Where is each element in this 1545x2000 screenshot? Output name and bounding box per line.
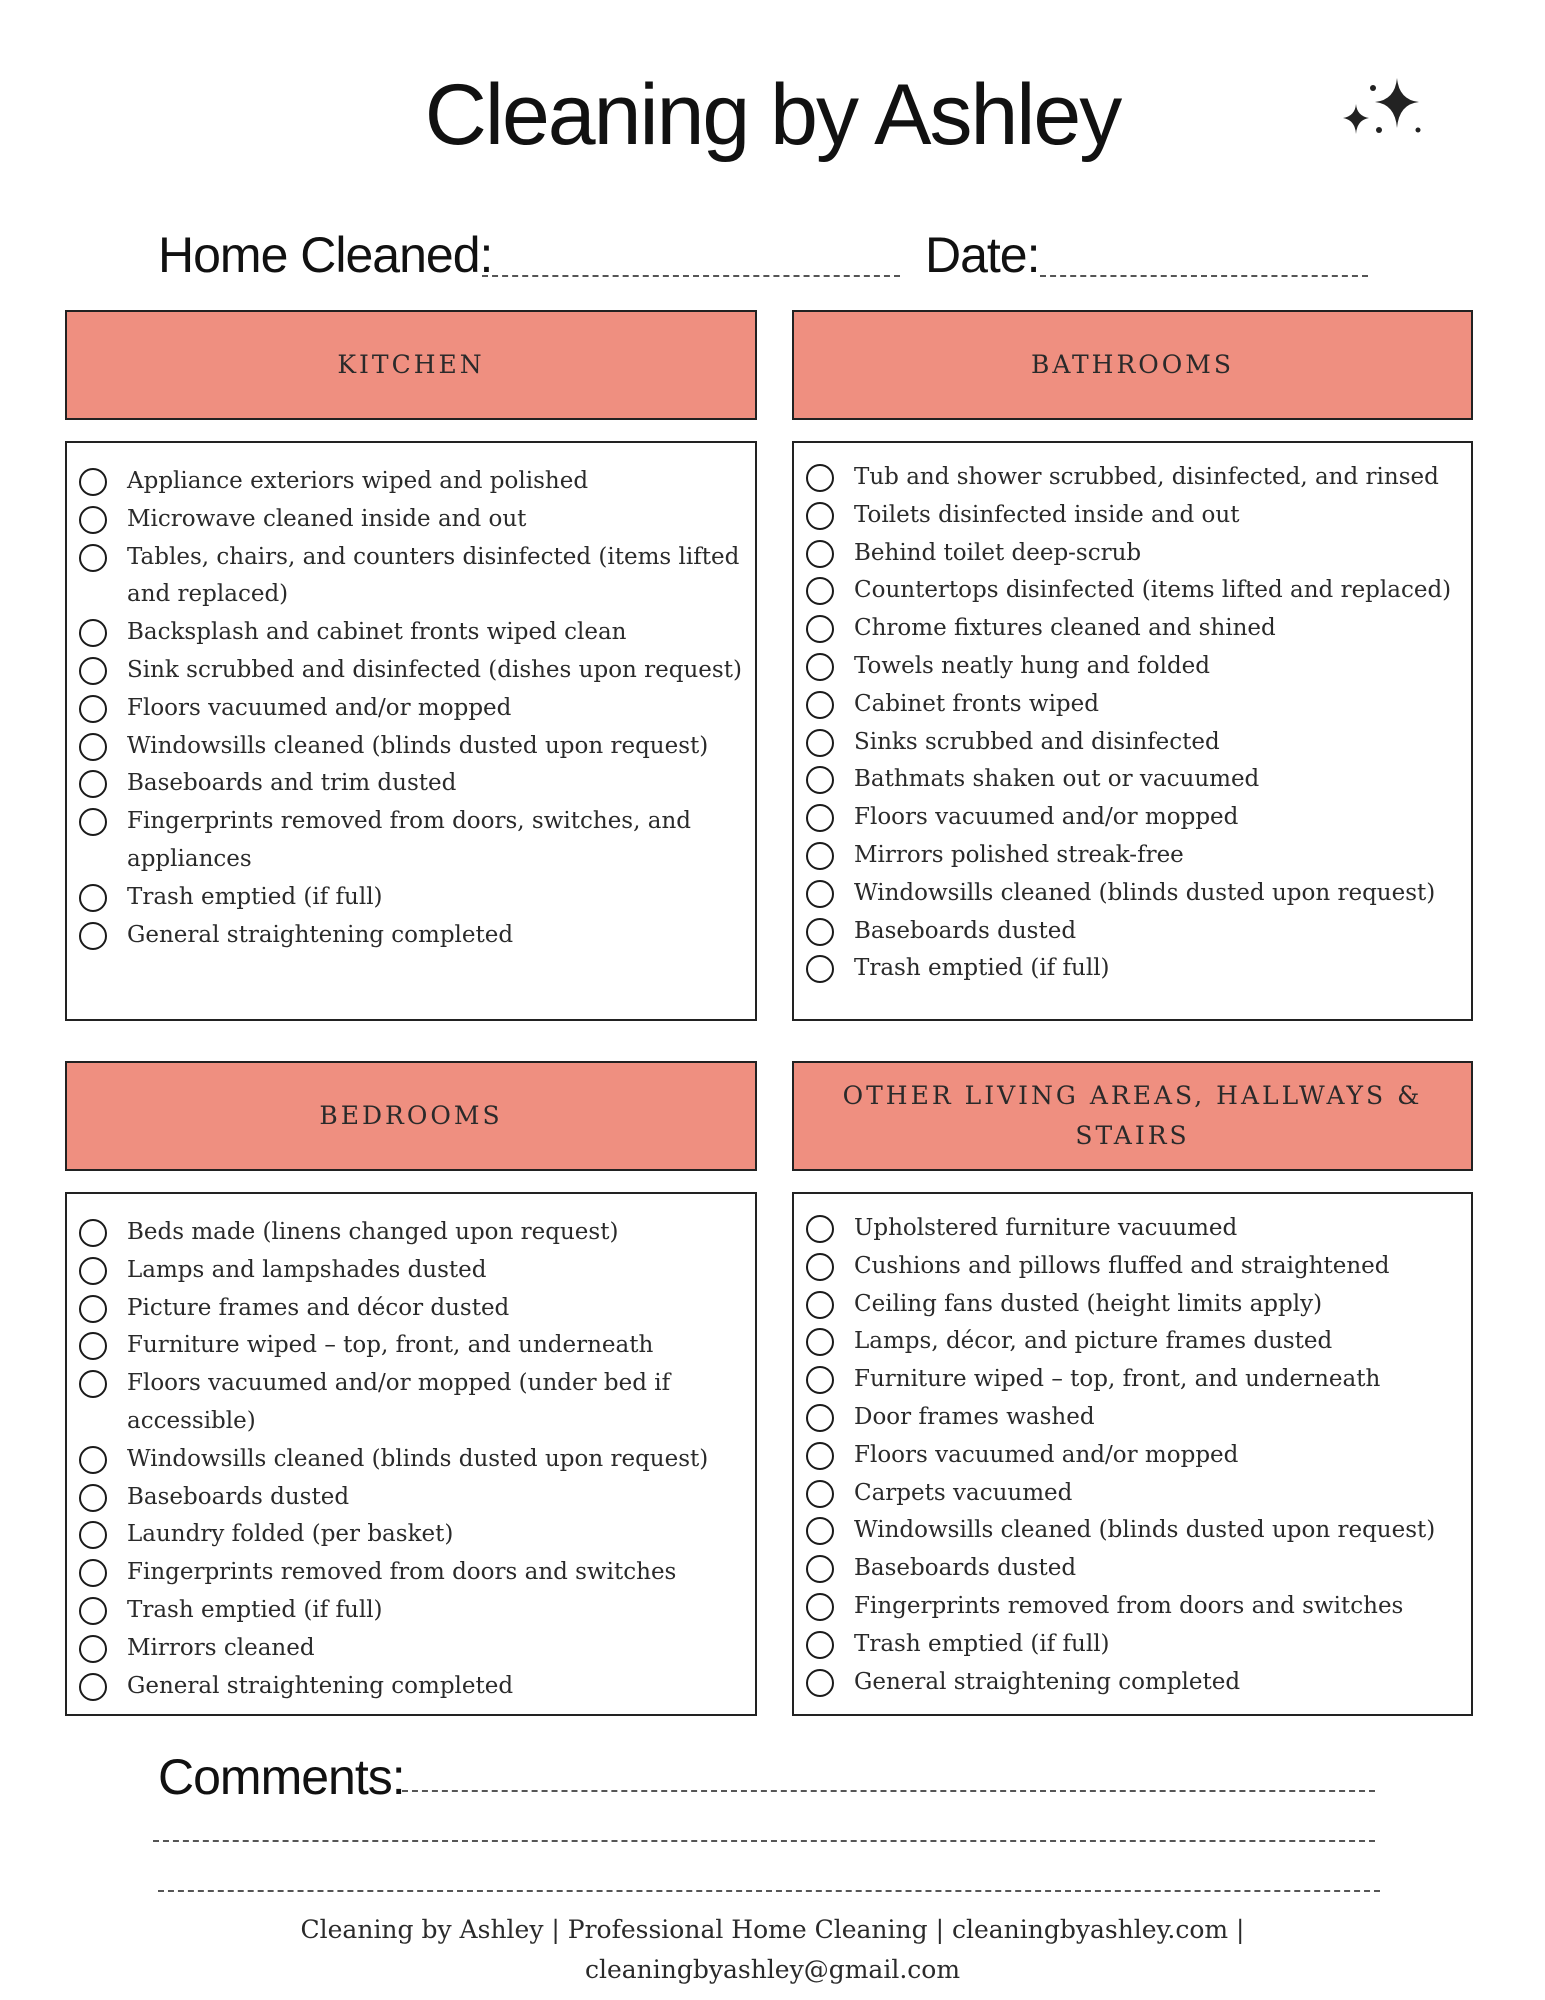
circle-checkbox-icon[interactable] <box>79 884 107 912</box>
checklist-item-label: General straightening completed <box>127 921 514 948</box>
checklist-item-label: Cabinet fronts wiped <box>854 690 1099 717</box>
circle-checkbox-icon[interactable] <box>79 1257 107 1285</box>
circle-checkbox-icon[interactable] <box>806 804 834 832</box>
checklist-item[interactable] <box>79 690 751 728</box>
other-areas-header <box>792 1061 1473 1171</box>
checklist-item-label: General straightening completed <box>127 1672 514 1699</box>
checklist-item[interactable] <box>806 761 1467 799</box>
checklist-item-label: Fingerprints removed from doors and switches <box>854 1592 1404 1619</box>
circle-checkbox-icon[interactable] <box>79 770 107 798</box>
checklist-item-label: Floors vacuumed and/or mopped <box>127 694 512 721</box>
checklist-item[interactable] <box>806 837 1467 875</box>
checklist-item-label: Trash emptied (if full) <box>127 1596 383 1623</box>
checklist-item[interactable] <box>79 765 751 803</box>
footer <box>0 1910 1545 1990</box>
checklist-item-label: Chrome fixtures cleaned and shined <box>854 615 1276 642</box>
bedrooms-title: BEDROOMS <box>319 1101 503 1130</box>
checklist-item[interactable] <box>79 501 751 539</box>
checklist-item[interactable] <box>806 1626 1467 1664</box>
checklist-item-label: Microwave cleaned inside and out <box>127 505 527 532</box>
checklist-item[interactable] <box>806 1437 1467 1475</box>
checklist-item[interactable] <box>79 1290 751 1328</box>
checklist-item[interactable] <box>79 1630 751 1668</box>
checklist-item[interactable] <box>806 497 1467 535</box>
checklist-item-label: Floors vacuumed and/or mopped <box>854 804 1239 831</box>
circle-checkbox-icon[interactable] <box>806 1215 834 1243</box>
circle-checkbox-icon[interactable] <box>806 1517 834 1545</box>
checklist-item[interactable] <box>806 724 1467 762</box>
bedrooms-checklist <box>65 1192 757 1716</box>
checklist-item[interactable] <box>806 572 1467 610</box>
bedrooms-header <box>65 1061 757 1171</box>
circle-checkbox-icon[interactable] <box>79 1521 107 1549</box>
comments-line-1[interactable] <box>402 1790 1375 1792</box>
checklist-item-label: Backsplash and cabinet fronts wiped clean <box>127 619 627 646</box>
circle-checkbox-icon[interactable] <box>806 691 834 719</box>
checklist-item-label: Mirrors cleaned <box>127 1634 315 1661</box>
circle-checkbox-icon[interactable] <box>79 733 107 761</box>
checklist-item[interactable] <box>79 803 751 879</box>
circle-checkbox-icon[interactable] <box>806 918 834 946</box>
checklist-item[interactable] <box>806 1664 1467 1702</box>
checklist-item-label: Floors vacuumed and/or mopped <box>854 1441 1239 1468</box>
circle-checkbox-icon[interactable] <box>79 544 107 572</box>
kitchen-checklist <box>65 441 757 1021</box>
checklist-item-label: Toilets disinfected inside and out <box>854 501 1240 528</box>
checklist-item-label: Picture frames and décor dusted <box>127 1294 510 1321</box>
checklist-item-label: Sink scrubbed and disinfected (dishes upon request) <box>127 656 742 683</box>
checklist-item[interactable] <box>806 610 1467 648</box>
circle-checkbox-icon[interactable] <box>806 1555 834 1583</box>
checklist-item[interactable] <box>806 913 1467 951</box>
circle-checkbox-icon[interactable] <box>806 1442 834 1470</box>
other-areas-title: OTHER LIVING AREAS, HALLWAYS & STAIRS <box>842 1081 1423 1150</box>
checklist-item-label: Carpets vacuumed <box>854 1479 1073 1506</box>
checklist-item-label: Upholstered furniture vacuumed <box>854 1215 1238 1241</box>
circle-checkbox-icon[interactable] <box>806 615 834 643</box>
checklist-item-label: Windowsills cleaned (blinds dusted upon request) <box>854 1517 1436 1544</box>
circle-checkbox-icon[interactable] <box>806 1366 834 1394</box>
circle-checkbox-icon[interactable] <box>79 1370 107 1398</box>
checklist-item[interactable] <box>806 1323 1467 1361</box>
checklist-item-label: Lamps and lampshades dusted <box>127 1256 487 1283</box>
checklist-item[interactable] <box>79 1365 751 1441</box>
circle-checkbox-icon[interactable] <box>806 880 834 908</box>
checklist-item[interactable] <box>79 1592 751 1630</box>
circle-checkbox-icon[interactable] <box>79 468 107 496</box>
checklist-item[interactable] <box>79 614 751 652</box>
checklist-item[interactable] <box>806 1248 1467 1286</box>
circle-checkbox-icon[interactable] <box>806 1404 834 1432</box>
checklist-item-label: Furniture wiped – top, front, and underneath <box>854 1366 1381 1393</box>
checklist-item[interactable] <box>806 1361 1467 1399</box>
checklist-item-label: Mirrors polished streak-free <box>854 841 1184 868</box>
home-cleaned-field[interactable] <box>482 275 900 277</box>
checklist-item-label: Lamps, décor, and picture frames dusted <box>854 1328 1333 1355</box>
circle-checkbox-icon[interactable] <box>79 922 107 950</box>
checklist-item-label: Windowsills cleaned (blinds dusted upon request) <box>127 1445 709 1472</box>
checklist-item[interactable] <box>79 917 751 955</box>
sparkles-icon <box>1335 70 1425 150</box>
circle-checkbox-icon[interactable] <box>79 1219 107 1247</box>
kitchen-items <box>79 463 751 954</box>
comments-label: Comments: <box>158 1749 405 1805</box>
circle-checkbox-icon[interactable] <box>806 653 834 681</box>
checklist-item[interactable] <box>806 1475 1467 1513</box>
circle-checkbox-icon[interactable] <box>806 842 834 870</box>
checklist-item-label: Ceiling fans dusted (height limits apply) <box>854 1290 1323 1317</box>
checklist-item-label: Beds made (linens changed upon request) <box>127 1219 619 1245</box>
checklist-item[interactable] <box>79 879 751 917</box>
checklist-item[interactable] <box>79 1516 751 1554</box>
checklist-item-label: Tables, chairs, and counters disinfected (items lifted and replaced) <box>127 543 740 608</box>
circle-checkbox-icon[interactable] <box>806 1669 834 1697</box>
checklist-item-label: Fingerprints removed from doors and switches <box>127 1559 677 1586</box>
checklist-item-label: Behind toilet deep-scrub <box>854 539 1142 566</box>
checklist-item[interactable] <box>806 1550 1467 1588</box>
circle-checkbox-icon[interactable] <box>79 1295 107 1323</box>
checklist-item[interactable] <box>79 539 751 615</box>
bathrooms-title: BATHROOMS <box>1030 350 1235 379</box>
checklist-item[interactable] <box>79 1554 751 1592</box>
checklist-item-label: Laundry folded (per basket) <box>127 1521 454 1548</box>
circle-checkbox-icon[interactable] <box>806 1328 834 1356</box>
checklist-item[interactable] <box>79 1252 751 1290</box>
other-areas-items <box>806 1210 1467 1701</box>
circle-checkbox-icon[interactable] <box>806 540 834 568</box>
checklist-item-label: Countertops disinfected (items lifted and replaced) <box>854 577 1452 604</box>
checklist-item-label: Baseboards dusted <box>127 1483 350 1510</box>
checklist-item[interactable] <box>79 652 751 690</box>
circle-checkbox-icon[interactable] <box>806 1253 834 1281</box>
checklist-item-label: Baseboards dusted <box>854 917 1077 944</box>
checklist-item-label: Bathmats shaken out or vacuumed <box>854 766 1260 793</box>
checklist-item-label: Door frames washed <box>854 1403 1095 1430</box>
checklist-item[interactable] <box>806 459 1467 497</box>
other-areas-checklist <box>792 1192 1473 1716</box>
comments-line-2[interactable] <box>153 1840 1375 1842</box>
circle-checkbox-icon[interactable] <box>79 1484 107 1512</box>
checklist-item[interactable] <box>79 1214 751 1252</box>
kitchen-title: KITCHEN <box>337 350 485 379</box>
checklist-item[interactable] <box>806 1512 1467 1550</box>
checklist-item-label: Floors vacuumed and/or mopped (under bed if accessible) <box>127 1370 671 1434</box>
circle-checkbox-icon[interactable] <box>806 464 834 492</box>
circle-checkbox-icon[interactable] <box>806 1291 834 1319</box>
checklist-item[interactable] <box>79 1479 751 1517</box>
checklist-item[interactable] <box>79 1668 751 1706</box>
circle-checkbox-icon[interactable] <box>79 808 107 836</box>
checklist-item[interactable] <box>806 1210 1467 1248</box>
circle-checkbox-icon[interactable] <box>806 1593 834 1621</box>
date-field[interactable] <box>1040 275 1368 277</box>
checklist-item[interactable] <box>806 1588 1467 1626</box>
circle-checkbox-icon[interactable] <box>806 766 834 794</box>
date-label: Date: <box>925 227 1040 283</box>
footer-contact-email: cleaningbyashley@gmail.com <box>584 1955 961 1984</box>
footer-line-1: Cleaning by Ashley | Professional Home Cleaning | cleaningbyashley.com | <box>300 1915 1245 1944</box>
checklist-item[interactable] <box>79 463 751 501</box>
circle-checkbox-icon[interactable] <box>79 1332 107 1360</box>
checklist-item[interactable] <box>79 728 751 766</box>
circle-checkbox-icon[interactable] <box>79 1559 107 1587</box>
circle-checkbox-icon[interactable] <box>806 955 834 983</box>
checklist-item[interactable] <box>806 1399 1467 1437</box>
circle-checkbox-icon[interactable] <box>79 1635 107 1663</box>
checklist-item-label: Fingerprints removed from doors, switches, and appliances <box>127 808 691 872</box>
circle-checkbox-icon[interactable] <box>79 506 107 534</box>
circle-checkbox-icon[interactable] <box>79 619 107 647</box>
checklist-item[interactable] <box>806 535 1467 573</box>
checklist-item-label: Trash emptied (if full) <box>854 955 1110 982</box>
checklist-item-label: Furniture wiped – top, front, and underneath <box>127 1332 654 1359</box>
checklist-item[interactable] <box>806 950 1467 988</box>
bathrooms-items <box>806 459 1467 988</box>
circle-checkbox-icon[interactable] <box>806 1631 834 1659</box>
checklist-item-label: Trash emptied (if full) <box>854 1630 1110 1657</box>
checklist-item-label: General straightening completed <box>854 1668 1241 1695</box>
checklist-item-label: Towels neatly hung and folded <box>854 652 1211 679</box>
circle-checkbox-icon[interactable] <box>806 502 834 530</box>
bathrooms-checklist <box>792 441 1473 1021</box>
circle-checkbox-icon[interactable] <box>806 729 834 757</box>
checklist-item-label: Windowsills cleaned (blinds dusted upon request) <box>127 732 709 759</box>
checklist-item-label: Appliance exteriors wiped and polished <box>127 468 589 494</box>
home-cleaned-label: Home Cleaned: <box>158 227 493 283</box>
checklist-item-label: Baseboards and trim dusted <box>127 770 457 797</box>
checklist-item-label: Trash emptied (if full) <box>127 883 383 910</box>
checklist-item[interactable] <box>79 1441 751 1479</box>
page-title: Cleaning by Ashley <box>424 67 1121 163</box>
checklist-item-label: Sinks scrubbed and disinfected <box>854 728 1220 755</box>
circle-checkbox-icon[interactable] <box>79 657 107 685</box>
comments-line-3[interactable] <box>158 1890 1380 1892</box>
checklist-item-label: Baseboards dusted <box>854 1555 1077 1582</box>
checklist-item[interactable] <box>79 1327 751 1365</box>
checklist-item[interactable] <box>806 799 1467 837</box>
checklist-item-label: Cushions and pillows fluffed and straightened <box>854 1252 1390 1279</box>
checklist-item-label: Windowsills cleaned (blinds dusted upon request) <box>854 879 1436 906</box>
circle-checkbox-icon[interactable] <box>79 1597 107 1625</box>
circle-checkbox-icon[interactable] <box>806 1480 834 1508</box>
circle-checkbox-icon[interactable] <box>79 695 107 723</box>
checklist-item[interactable] <box>806 648 1467 686</box>
circle-checkbox-icon[interactable] <box>79 1446 107 1474</box>
checklist-item[interactable] <box>806 1286 1467 1324</box>
bathrooms-header <box>792 310 1473 420</box>
circle-checkbox-icon[interactable] <box>79 1673 107 1701</box>
checklist-item[interactable] <box>806 686 1467 724</box>
circle-checkbox-icon[interactable] <box>806 577 834 605</box>
bedrooms-items <box>79 1214 751 1705</box>
checklist-item-label: Tub and shower scrubbed, disinfected, and rinsed <box>854 464 1439 490</box>
kitchen-header <box>65 310 757 420</box>
checklist-item[interactable] <box>806 875 1467 913</box>
